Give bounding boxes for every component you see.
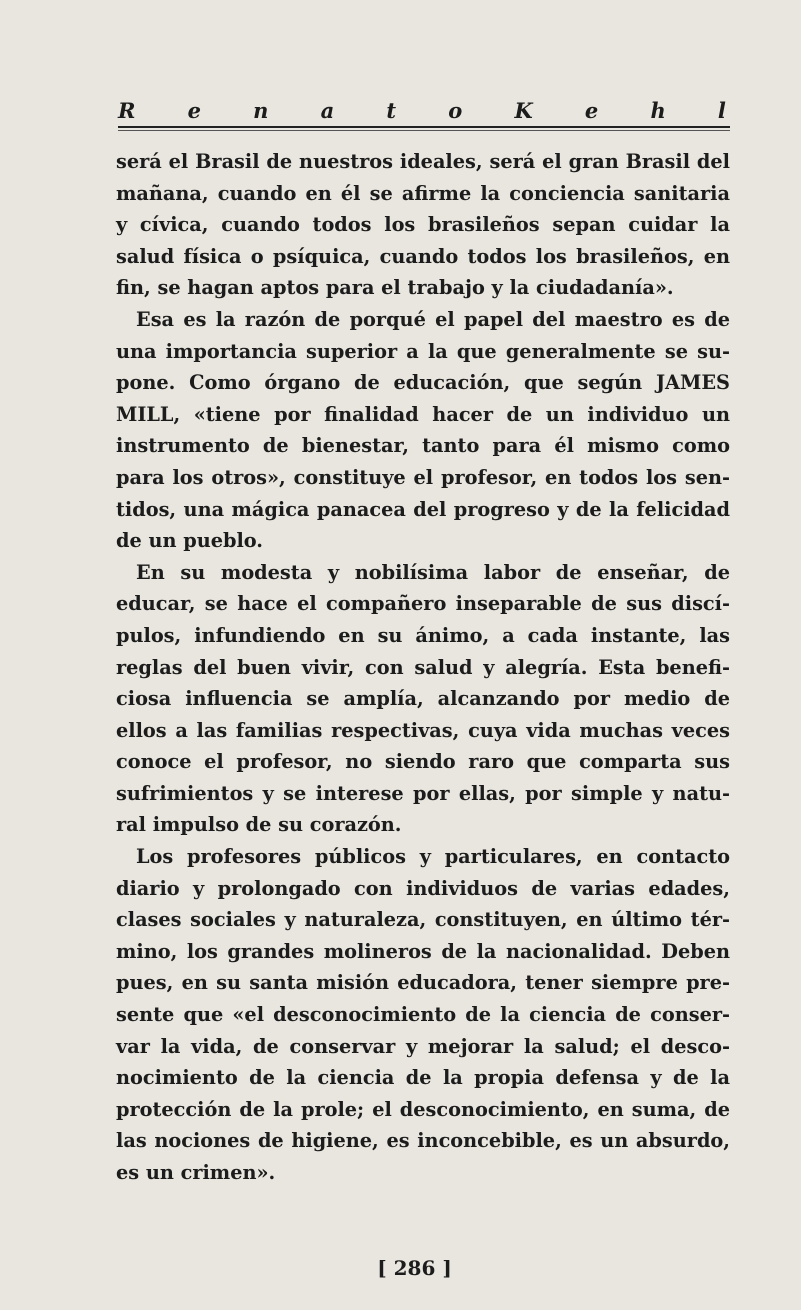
text-line: pues, en su santa misión educadora, tener siempre pre-: [116, 971, 730, 995]
text-line: las nociones de higiene, es inconcebible, es un absurdo,: [116, 1129, 730, 1153]
text-line: diario y prolongado con individuos de varias edades,: [116, 876, 730, 900]
text-line: sufrimientos y se interese por ellas, por simple y natu-: [116, 781, 730, 805]
page-number: [0, 1254, 801, 1282]
text-line: var la vida, de conservar y mejorar la salud; el desco-: [116, 1034, 730, 1058]
text-line: salud física o psíquica, cuando todos los brasileños, en: [116, 244, 730, 268]
text-line: ellos a las familias respectivas, cuya vida muchas veces: [116, 718, 730, 742]
text-line: ciosa influencia se amplía, alcanzando por medio de: [116, 687, 730, 711]
text-line: En su modesta y nobilísima labor de enseñar, de: [136, 560, 730, 584]
text-line: clases sociales y naturaleza, constituyen, en último tér-: [116, 908, 730, 932]
text-line: MILL, «tiene por finalidad hacer de un individuo un: [116, 402, 730, 426]
text-line: educar, se hace el compañero inseparable de sus discí-: [116, 592, 730, 616]
page-number-text: [ 286 ]: [377, 1256, 452, 1280]
running-head: [118, 98, 730, 132]
text-line: conoce el profesor, no siendo raro que comparta sus: [116, 750, 730, 774]
running-head-letter: n: [253, 98, 269, 123]
text-line: y cívica, cuando todos los brasileños sepan cuidar la: [116, 213, 730, 237]
text-line: Los profesores públicos y particulares, en contacto: [136, 845, 730, 869]
running-head-letter: l: [717, 98, 726, 123]
header-rule: [118, 126, 730, 128]
running-head-letter: a: [320, 98, 335, 123]
running-head-letter: e: [187, 98, 201, 123]
text-line: ral impulso de su corazón.: [116, 813, 402, 837]
text-line: una importancia superior a la que generalmente se su-: [116, 339, 730, 363]
running-head-letter: e: [584, 98, 599, 123]
running-head-text: [118, 98, 730, 124]
text-line: instrumento de bienestar, tanto para él mismo como: [116, 434, 730, 458]
text-line: nocimiento de la ciencia de la propia defensa y de la: [116, 1066, 730, 1090]
text-line: fin, se hagan aptos para el trabajo y la ciudadanía».: [116, 276, 674, 300]
running-head-letter: h: [650, 98, 666, 123]
running-head-letter: K: [514, 98, 533, 123]
text-line: mino, los grandes molineros de la nacionalidad. Deben: [116, 939, 730, 963]
text-line: de un pueblo.: [116, 529, 264, 553]
text-line: mañana, cuando en él se afirme la conciencia sanitaria: [116, 181, 730, 205]
header-rule-thin: [118, 130, 730, 131]
text-line: pone. Como órgano de educación, que según JAMES: [116, 371, 730, 395]
running-head-letter: R: [118, 98, 136, 123]
text-line: sente que «el desconocimiento de la ciencia de conser-: [116, 1003, 730, 1027]
text-line: tidos, una mágica panacea del progreso y de la felicidad: [116, 497, 730, 521]
running-head-letter: o: [448, 98, 463, 123]
text-line: pulos, infundiendo en su ánimo, a cada instante, las: [116, 623, 730, 647]
text-line: será el Brasil de nuestros ideales, será el gran Brasil del: [116, 150, 730, 173]
text-line: reglas del buen vivir, con salud y alegría. Esta benefi-: [116, 655, 730, 679]
text-line: protección de la prole; el desconocimiento, en suma, de: [116, 1097, 730, 1121]
running-head-letter: t: [386, 98, 397, 123]
body-text: [116, 146, 730, 1189]
text-line: es un crimen».: [116, 1161, 276, 1184]
text-line: para los otros», constituye el profesor, en todos los sen-: [116, 465, 730, 489]
text-line: Esa es la razón de porqué el papel del maestro es de: [136, 307, 730, 331]
